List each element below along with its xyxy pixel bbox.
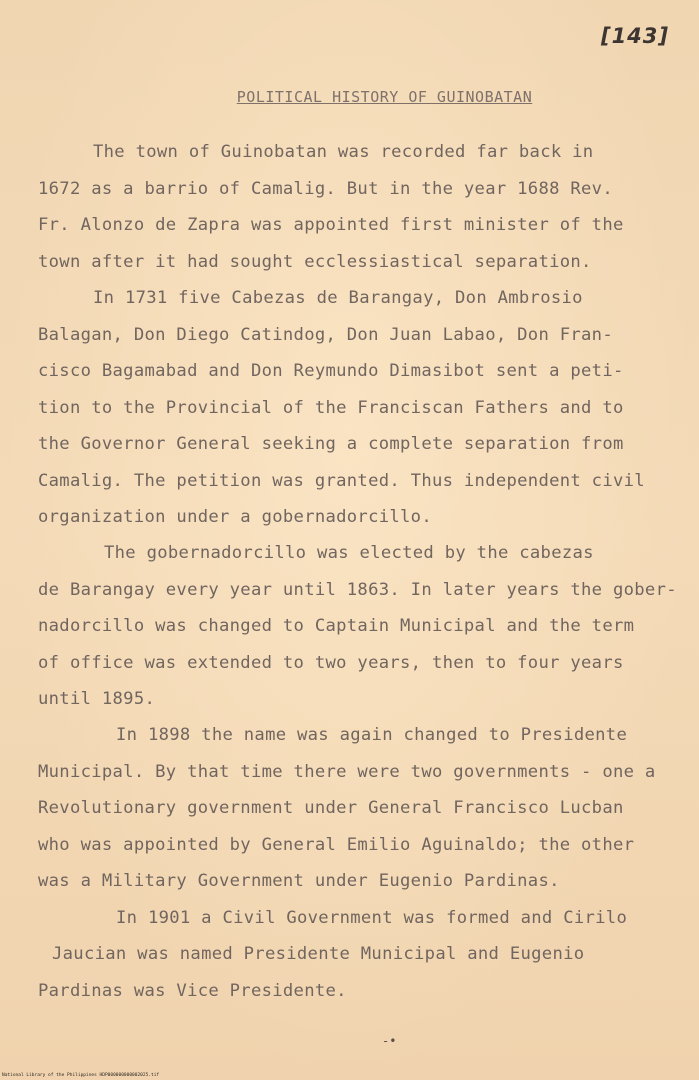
text-line: tion to the Provincial of the Franciscan Fathers and to (38, 398, 624, 418)
text-line: The town of Guinobatan was recorded far back in (93, 142, 594, 162)
document-title: POLITICAL HISTORY OF GUINOBATAN (236, 88, 533, 106)
text-line: The gobernadorcillo was elected by the cabezas (104, 543, 594, 563)
text-line: Balagan, Don Diego Catindog, Don Juan Labao, Don Fran- (38, 325, 613, 345)
scan-footer: National Library of the Philippines HDP000000000002025.tif (2, 1073, 160, 1078)
bottom-mark: -• (382, 1034, 397, 1048)
text-line: Pardinas was Vice Presidente. (38, 981, 347, 1001)
text-line: cisco Bagamabad and Don Reymundo Dimasibot sent a peti- (38, 361, 624, 381)
text-line: In 1898 the name was again changed to Presidente (116, 725, 628, 745)
text-line: Jaucian was named Presidente Municipal and Eugenio (52, 944, 585, 964)
text-line: de Barangay every year until 1863. In later years the gober- (38, 580, 677, 600)
text-line: the Governor General seeking a complete separation from (38, 434, 624, 454)
text-line: until 1895. (38, 689, 156, 709)
text-line: In 1901 a Civil Government was formed and Cirilo (116, 908, 628, 928)
text-line: Fr. Alonzo de Zapra was appointed first minister of the (38, 215, 624, 235)
text-line: who was appointed by General Emilio Aguinaldo; the other (38, 835, 635, 855)
text-line: Municipal. By that time there were two governments - one a (38, 762, 656, 782)
text-line: Camalig. The petition was granted. Thus independent civil (38, 471, 645, 491)
text-line: organization under a gobernadorcillo. (38, 507, 432, 527)
page-number: [143] (600, 24, 669, 48)
text-line: nadorcillo was changed to Captain Municipal and the term (38, 616, 635, 636)
text-line: town after it had sought ecclessiastical separation. (38, 252, 592, 272)
text-line: In 1731 five Cabezas de Barangay, Don Ambrosio (93, 288, 583, 308)
text-line: 1672 as a barrio of Camalig. But in the year 1688 Rev. (38, 179, 613, 199)
text-line: Revolutionary government under General Francisco Lucban (38, 798, 624, 818)
text-line: was a Military Government under Eugenio Pardinas. (38, 871, 560, 891)
text-line: of office was extended to two years, then to four years (38, 653, 624, 673)
